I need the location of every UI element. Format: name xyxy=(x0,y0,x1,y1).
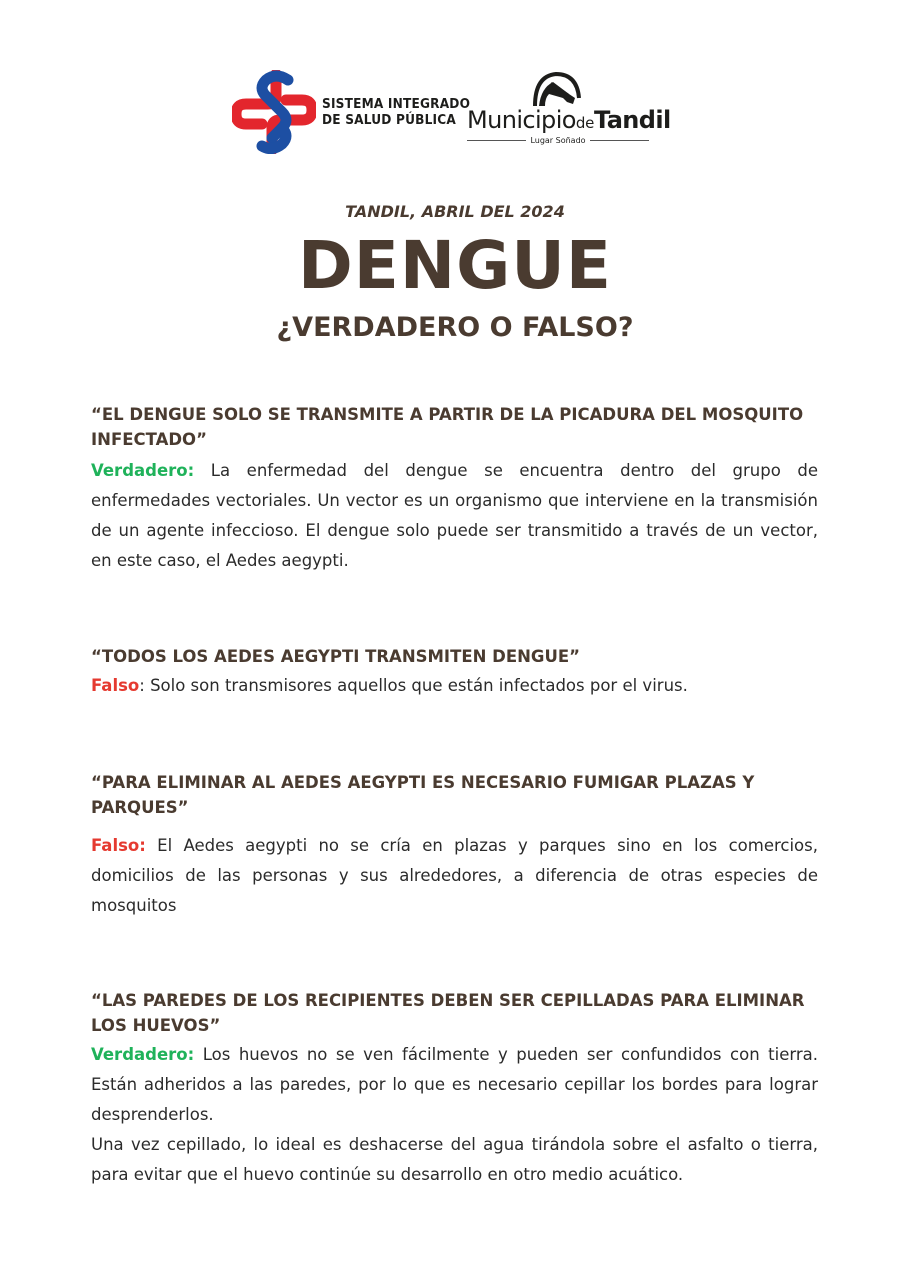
sisp-logo xyxy=(232,70,316,154)
question: “PARA ELIMINAR AL AEDES AEGYPTI ES NECESARIO FUMIGAR PLAZAS Y PARQUES” xyxy=(91,773,755,817)
answer xyxy=(91,456,818,576)
answer-text: El Aedes aegypti no se cría en plazas y parques sino en los comercios, domicilios de las personas y sus alrededores, a diferencia de otras especies de mosquitos xyxy=(91,836,818,915)
qa-item-3 xyxy=(91,770,818,921)
sisp-line-1: SISTEMA INTEGRADO xyxy=(322,96,471,112)
municipio-tagline xyxy=(467,136,649,145)
verdict-true: Verdadero: xyxy=(91,461,195,480)
tagline-text: Lugar Soñado xyxy=(530,136,586,145)
answer xyxy=(91,671,818,701)
verdict-false: Falso xyxy=(91,676,140,695)
answer-text: : Solo son transmisores aquellos que están infectados por el virus. xyxy=(139,676,688,695)
page-subtitle: ¿VERDADERO O FALSO? xyxy=(276,312,634,343)
municipio-logo xyxy=(467,68,671,150)
sisp-line-2: DE SALUD PÚBLICA xyxy=(322,112,456,128)
qa-item-2 xyxy=(91,644,818,701)
question: “TODOS LOS AEDES AEGYPTI TRANSMITEN DENGUE” xyxy=(91,647,580,666)
answer xyxy=(91,831,818,921)
verdict-false: Falso: xyxy=(91,836,146,855)
muni-de: de xyxy=(575,114,595,132)
qa-item-1 xyxy=(91,402,818,576)
question: “LAS PAREDES DE LOS RECIPIENTES DEBEN SER CEPILLADAS PARA ELIMINAR LOS HUEVOS” xyxy=(91,991,805,1035)
municipio-name xyxy=(467,106,671,134)
document-date: TANDIL, ABRIL DEL 2024 xyxy=(345,202,565,221)
question: “EL DENGUE SOLO SE TRANSMITE A PARTIR DE LA PICADURA DEL MOSQUITO INFECTADO” xyxy=(91,405,804,449)
answer-text: Los huevos no se ven fácilmente y pueden ser confundidos con tierra. Están adheridos a las paredes, por lo que es necesario cepillar los bordes para lograr desprenderlos. xyxy=(91,1045,818,1124)
answer-extra: Una vez cepillado, lo ideal es deshacerse del agua tirándola sobre el asfalto o tierra, para evitar que el huevo continúe su desarrollo en otro medio acuático. xyxy=(91,1135,818,1184)
answer xyxy=(91,1040,818,1130)
tagline-rule-right xyxy=(590,140,649,141)
page-header xyxy=(0,0,910,170)
qa-item-4 xyxy=(91,988,818,1190)
verdict-true: Verdadero: xyxy=(91,1045,195,1064)
page-title: DENGUE xyxy=(298,227,612,304)
tagline-rule-left xyxy=(467,140,526,141)
tandil-stone-icon xyxy=(529,68,583,108)
answer-text: La enfermedad del dengue se encuentra dentro del grupo de enfermedades vectoriales. Un vector es un organismo que interviene en la transmisión de un agente infeccioso. El dengue solo puede ser transmitido a través de un vector, en este caso, el Aedes aegypti. xyxy=(91,461,818,570)
muni-city: Tandil xyxy=(594,106,671,134)
muni-word: Municipio xyxy=(467,106,576,134)
sisp-name xyxy=(322,96,472,128)
